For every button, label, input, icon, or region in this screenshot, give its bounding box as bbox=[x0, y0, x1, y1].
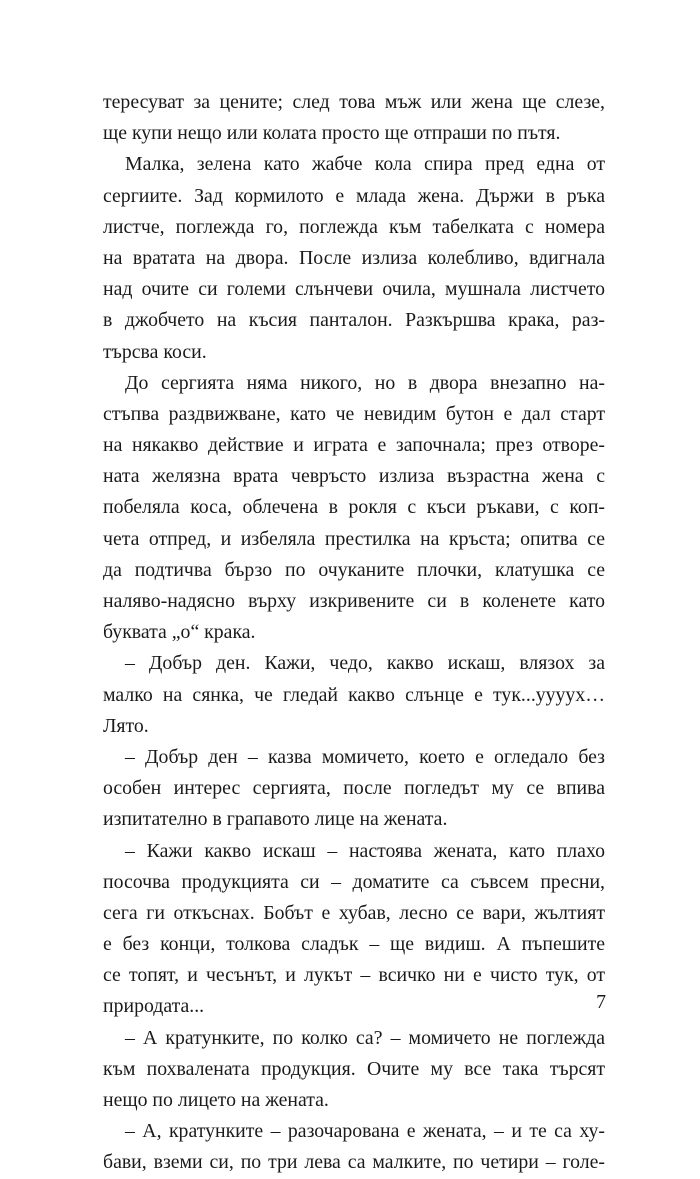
text-line: на някакво действие и играта е започнала; през отворе- bbox=[103, 434, 605, 457]
text-line: побеляла коса, облечена в рокля с къси ръкави, с коп- bbox=[103, 496, 605, 519]
text-line: посочва продукцията си – доматите са съвсем пресни, bbox=[103, 870, 605, 893]
text-line: ще купи нещо или колата просто ще отпраши по пътя. bbox=[103, 122, 561, 145]
text-line: стъпва раздвижване, като че невидим бутон е дал старт bbox=[103, 402, 605, 425]
text-line: ната желязна врата чевръсто излиза възрастна жена с bbox=[103, 465, 605, 488]
text-line: – А кратунките, по колко са? – момичето не поглежда bbox=[125, 1026, 605, 1049]
text-line: природата... bbox=[103, 995, 205, 1018]
text-line: тересуват за цените; след това мъж или жена ще слезе, bbox=[103, 91, 605, 113]
text-line: особен интерес сергията, после погледът му се впива bbox=[103, 777, 605, 800]
text-line: Лято. bbox=[103, 714, 149, 737]
text-line: листче, поглежда го, поглежда към табелката с номера bbox=[103, 215, 605, 238]
text-line: наляво-надясно върху изкривените си в коленете като bbox=[103, 590, 605, 612]
text-line: – А, кратунките – разочарована е жената, – и те са ху- bbox=[125, 1120, 605, 1143]
text-line: е без конци, толкова сладък – ще видиш. А пъпешите bbox=[103, 933, 605, 956]
text-line: на вратата на двора. После излиза колебливо, вдигнала bbox=[103, 246, 605, 269]
page-number: 7 bbox=[596, 991, 606, 1013]
text-line: буквата „о“ крака. bbox=[103, 621, 256, 644]
text-line: сега ги откъснах. Бобът е хубав, лесно се вари, жълтият bbox=[103, 901, 605, 924]
text-line: се топят, и чесънът, и лукът – всичко ни е чисто тук, от bbox=[103, 964, 605, 987]
text-line: в джобчето на късия панталон. Разкършва крака, раз- bbox=[103, 309, 605, 332]
text-line: бави, вземи си, по три лева са малките, по четири – голе- bbox=[103, 1151, 605, 1174]
text-line: изпитателно в грапавото лице на жената. bbox=[103, 808, 448, 831]
text-line: До сергията няма никого, но в двора внезапно на- bbox=[125, 371, 605, 394]
text-line: към похвалената продукция. Очите му все така търсят bbox=[103, 1057, 605, 1080]
text-line: – Кажи какво искаш – настоява жената, като плахо bbox=[125, 839, 605, 862]
text-line: над очите си големи слънчеви очила, мушнала листчето bbox=[103, 278, 605, 301]
text-line: – Добър ден. Кажи, чедо, какво искаш, влязох за bbox=[125, 652, 605, 675]
text-line: малко на сянка, че гледай какво слънце е тук...уууух… bbox=[103, 683, 605, 706]
text-line: – Добър ден – казва момичето, което е огледало без bbox=[125, 745, 605, 768]
text-line: търсва коси. bbox=[103, 340, 207, 363]
text-line: да подтичва бързо по очуканите плочки, клатушка се bbox=[103, 558, 605, 581]
text-line: Малка, зелена като жабче кола спира пред една от bbox=[125, 153, 605, 176]
text-line: чета отпред, и избеляла престилка на кръста; опитва се bbox=[103, 527, 605, 550]
text-line: нещо по лицето на жената. bbox=[103, 1089, 329, 1111]
text-line: сергиите. Зад кормилото е млада жена. Държи в ръка bbox=[103, 184, 605, 207]
body-text bbox=[103, 87, 605, 1179]
